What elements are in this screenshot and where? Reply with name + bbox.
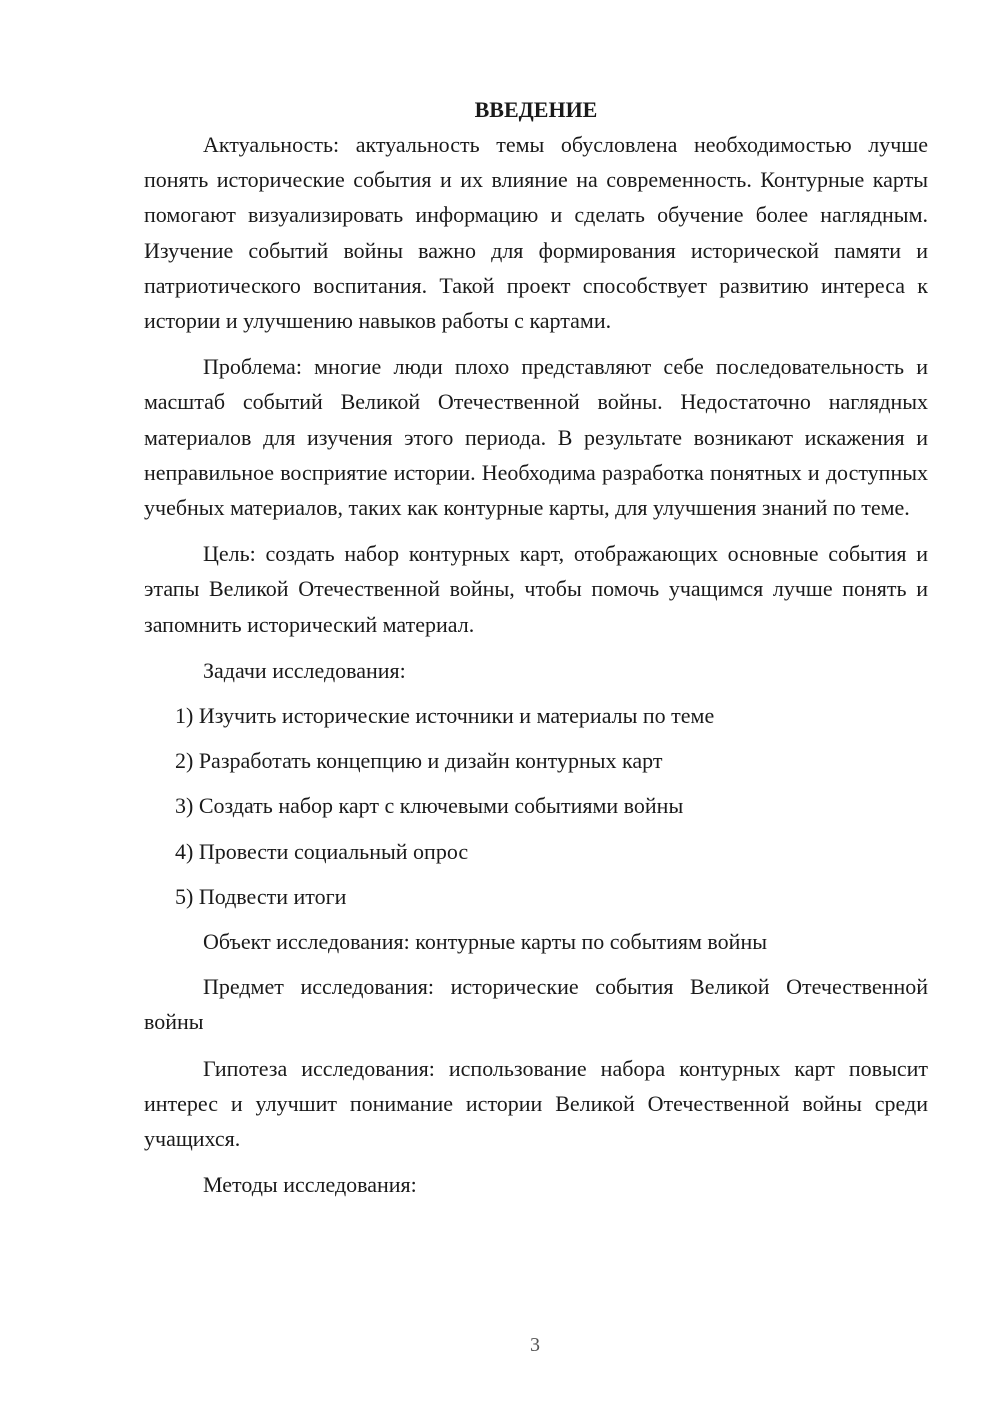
task-item-5: 5) Подвести итоги: [175, 883, 347, 909]
task-item-1: 1) Изучить исторические источники и материалы по теме: [175, 703, 715, 729]
problem-paragraph: Проблема: многие люди плохо представляют себе последовательность и масштаб событий Великой Отечественной войны. Недостаточно наглядных материалов для изучения этого периода. В результате возникают искажения и неправильное восприятие истории. Необходима разработка понятных и доступных учебных материалов, таких как контурные карты, для улучшения знаний по теме.: [144, 354, 928, 521]
hypothesis-paragraph: Гипотеза исследования: использование набора контурных карт повысит интерес и улучшит понимание истории Великой Отечественной войны среди учащихся.: [144, 1055, 928, 1152]
subject-paragraph: Предмет исследования: исторические события Великой Отечественной войны: [144, 974, 928, 1035]
task-item-4: 4) Провести социальный опрос: [175, 838, 469, 864]
tasks-list: [144, 698, 928, 914]
methods-heading: Методы исследования:: [203, 1172, 417, 1198]
goal-paragraph: Цель: создать набор контурных карт, отображающих основные события и этапы Великой Отечественной войны, чтобы помочь учащимся лучше понять и запомнить исторический материал.: [144, 541, 928, 637]
page-number: 3: [530, 1334, 540, 1356]
task-item-2: 2) Разработать концепцию и дизайн контурных карт: [175, 748, 663, 774]
section-heading: ВВЕДЕНИЕ: [474, 97, 598, 122]
object-paragraph: Объект исследования: контурные карты по событиям войны: [203, 929, 767, 955]
relevance-paragraph: Актуальность: актуальность темы обусловлена необходимостью лучше понять исторические события и их влияние на современность. Контурные карты помогают визуализировать информацию и сделать обучение более наглядным. Изучение событий войны важно для формирования исторической памяти и патриотического воспитания. Такой проект способствует развитию интереса к истории и улучшению навыков работы с картами.: [144, 132, 928, 334]
task-item-3: 3) Создать набор карт с ключевыми событиями войны: [175, 793, 684, 819]
document-page: [144, 92, 928, 1212]
tasks-heading: Задачи исследования:: [203, 657, 406, 683]
